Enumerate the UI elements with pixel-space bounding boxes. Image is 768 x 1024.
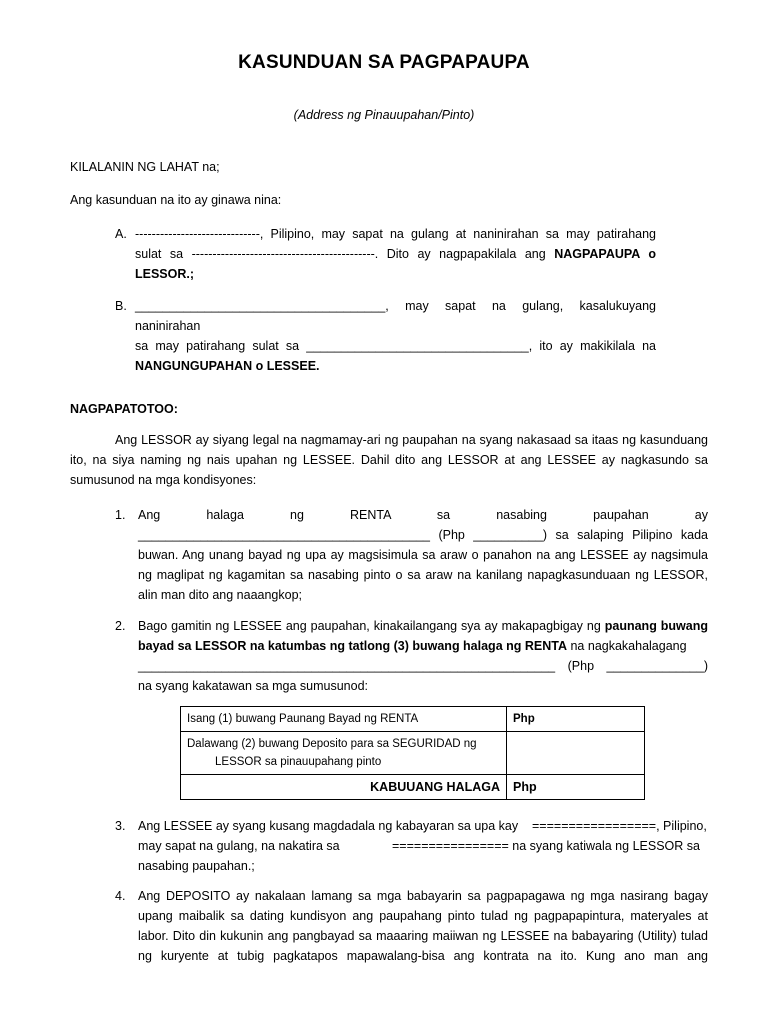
clause-1-rest: buwan. Ang unang bayad ng upa ay magsisimula sa araw o panahon na ang LESSEE ay nagsimula ng maglipat ng kagamitan sa nasabing pinto o sa araw na kanilang napagkasunduaan ng LESSOR, alin man dito ang naaangkop;: [138, 548, 708, 602]
clause-1-marker: 1.: [115, 508, 126, 522]
clause-2-para: [138, 616, 708, 656]
clause-4-marker: 4.: [115, 889, 126, 903]
fee-row2-value: [507, 732, 645, 775]
witness-body: Ang LESSOR ay siyang legal na nagmamay-ari ng paupahan na syang nakasaad sa itaas ng kasunduang ito, na siya naming ng nais upahan ng LESSEE. Dahil dito ang LESSOR at ang LESSEE ay nagkasundo sa sumusunod na mga kondisyones:: [70, 433, 708, 487]
party-b-marker: B.: [115, 299, 127, 313]
clause-4-body: Ang DEPOSITO ay nakalaan lamang sa mga babayarin sa pagpapagawa ng mga nasirang bagay upang maibalik sa dating kundisyon ang paupahang pinto tulad ng pagpapapintura, materyales at labor. Dito din kukunin ang pangbayad sa maaaring maiiwan ng LESSEE na babayaring (Utility) tulad ng kuryente at tubig pagkatapos mapawalang-bisa ang kontrata na ito. Kung ano man ang: [138, 889, 708, 963]
fee-row1-value: Php: [507, 707, 645, 732]
clause-3-line1: Ang LESSEE ay syang kusang magdadala ng kabayaran sa upa kay =================, Pilipino,: [138, 819, 707, 833]
clause-3-marker: 3.: [115, 819, 126, 833]
witness-heading: NAGPAPATOTOO:: [70, 402, 178, 416]
party-b-line2: sa may patirahang sulat sa ________________________________, ito ay makikilala na: [135, 339, 656, 353]
clause-2-line3: ____________________________________________________________ (Php ______________): [138, 659, 708, 673]
fee-total-label: KABUUANG HALAGA: [181, 775, 507, 800]
party-a-role: NAGPAPAUPA o LESSOR.;: [135, 247, 656, 281]
clause-2-marker: 2.: [115, 619, 126, 633]
intro-line: Ang kasunduan na ito ay ginawa nina:: [70, 193, 282, 207]
fee-row2-label-a: Dalawang (2) buwang Deposito para sa SEGURIDAD ng: [187, 738, 477, 750]
fee-total-value: Php: [507, 775, 645, 800]
clause-2-pre: Bago gamitin ng LESSEE ang paupahan, kinakailangang sya ay makapagbigay ng: [138, 619, 601, 633]
party-a-marker: A.: [115, 227, 127, 241]
fee-row2-label-b: LESSOR sa pinauupahang pinto: [215, 756, 382, 768]
fee-row2-label: [181, 732, 507, 775]
clause-2-bold: paunang buwang bayad sa LESSOR na katumbas ng tatlong (3) buwang halaga ng RENTA: [138, 619, 709, 653]
table-row: [181, 707, 645, 732]
table-row: [181, 732, 645, 775]
party-a-line1: ------------------------------, Pilipino, may sapat na gulang at naninirahan sa may patirahang: [135, 227, 656, 241]
clause-3-line2: may sapat na gulang, na nakatira sa ================ na syang katiwala ng LESSOR sa: [138, 839, 700, 853]
party-a-line2: sulat sa --------------------------------------------. Dito ay nagpapakilala ang: [135, 247, 546, 261]
clause-1-line2: __________________________________________ (Php __________) sa salaping Pilipino kada: [138, 528, 708, 542]
party-a-line2-wrap: [135, 244, 656, 284]
fee-table: [180, 706, 645, 800]
intro-heading: KILALANIN NG LAHAT na;: [70, 160, 220, 174]
clause-1-line1: Ang halaga ng RENTA sa nasabing paupahan ay: [138, 508, 708, 522]
clause-3-line3: nasabing paupahan.;: [138, 859, 255, 873]
party-a-text: [135, 224, 656, 284]
party-b-role: NANGUNGUPAHAN o LESSEE.: [135, 359, 320, 373]
document-subtitle: (Address ng Pinauupahan/Pinto): [293, 108, 475, 122]
table-row: [181, 775, 645, 800]
party-b-text: [135, 296, 656, 376]
clause-2-text: [138, 616, 708, 696]
clause-1-text: [138, 505, 708, 605]
party-b-line1: ____________________________________, may sapat na gulang, kasalukuyang naninirahan: [135, 299, 656, 333]
clause-2-post: na nagkakahalagang: [570, 639, 687, 653]
document-title: KASUNDUAN SA PAGPAPAUPA: [238, 52, 530, 73]
clause-3-text: [138, 816, 707, 876]
clause-2-line4: na syang kakatawan sa mga sumusunod:: [138, 679, 368, 693]
fee-row1-label: Isang (1) buwang Paunang Bayad ng RENTA: [181, 707, 507, 732]
